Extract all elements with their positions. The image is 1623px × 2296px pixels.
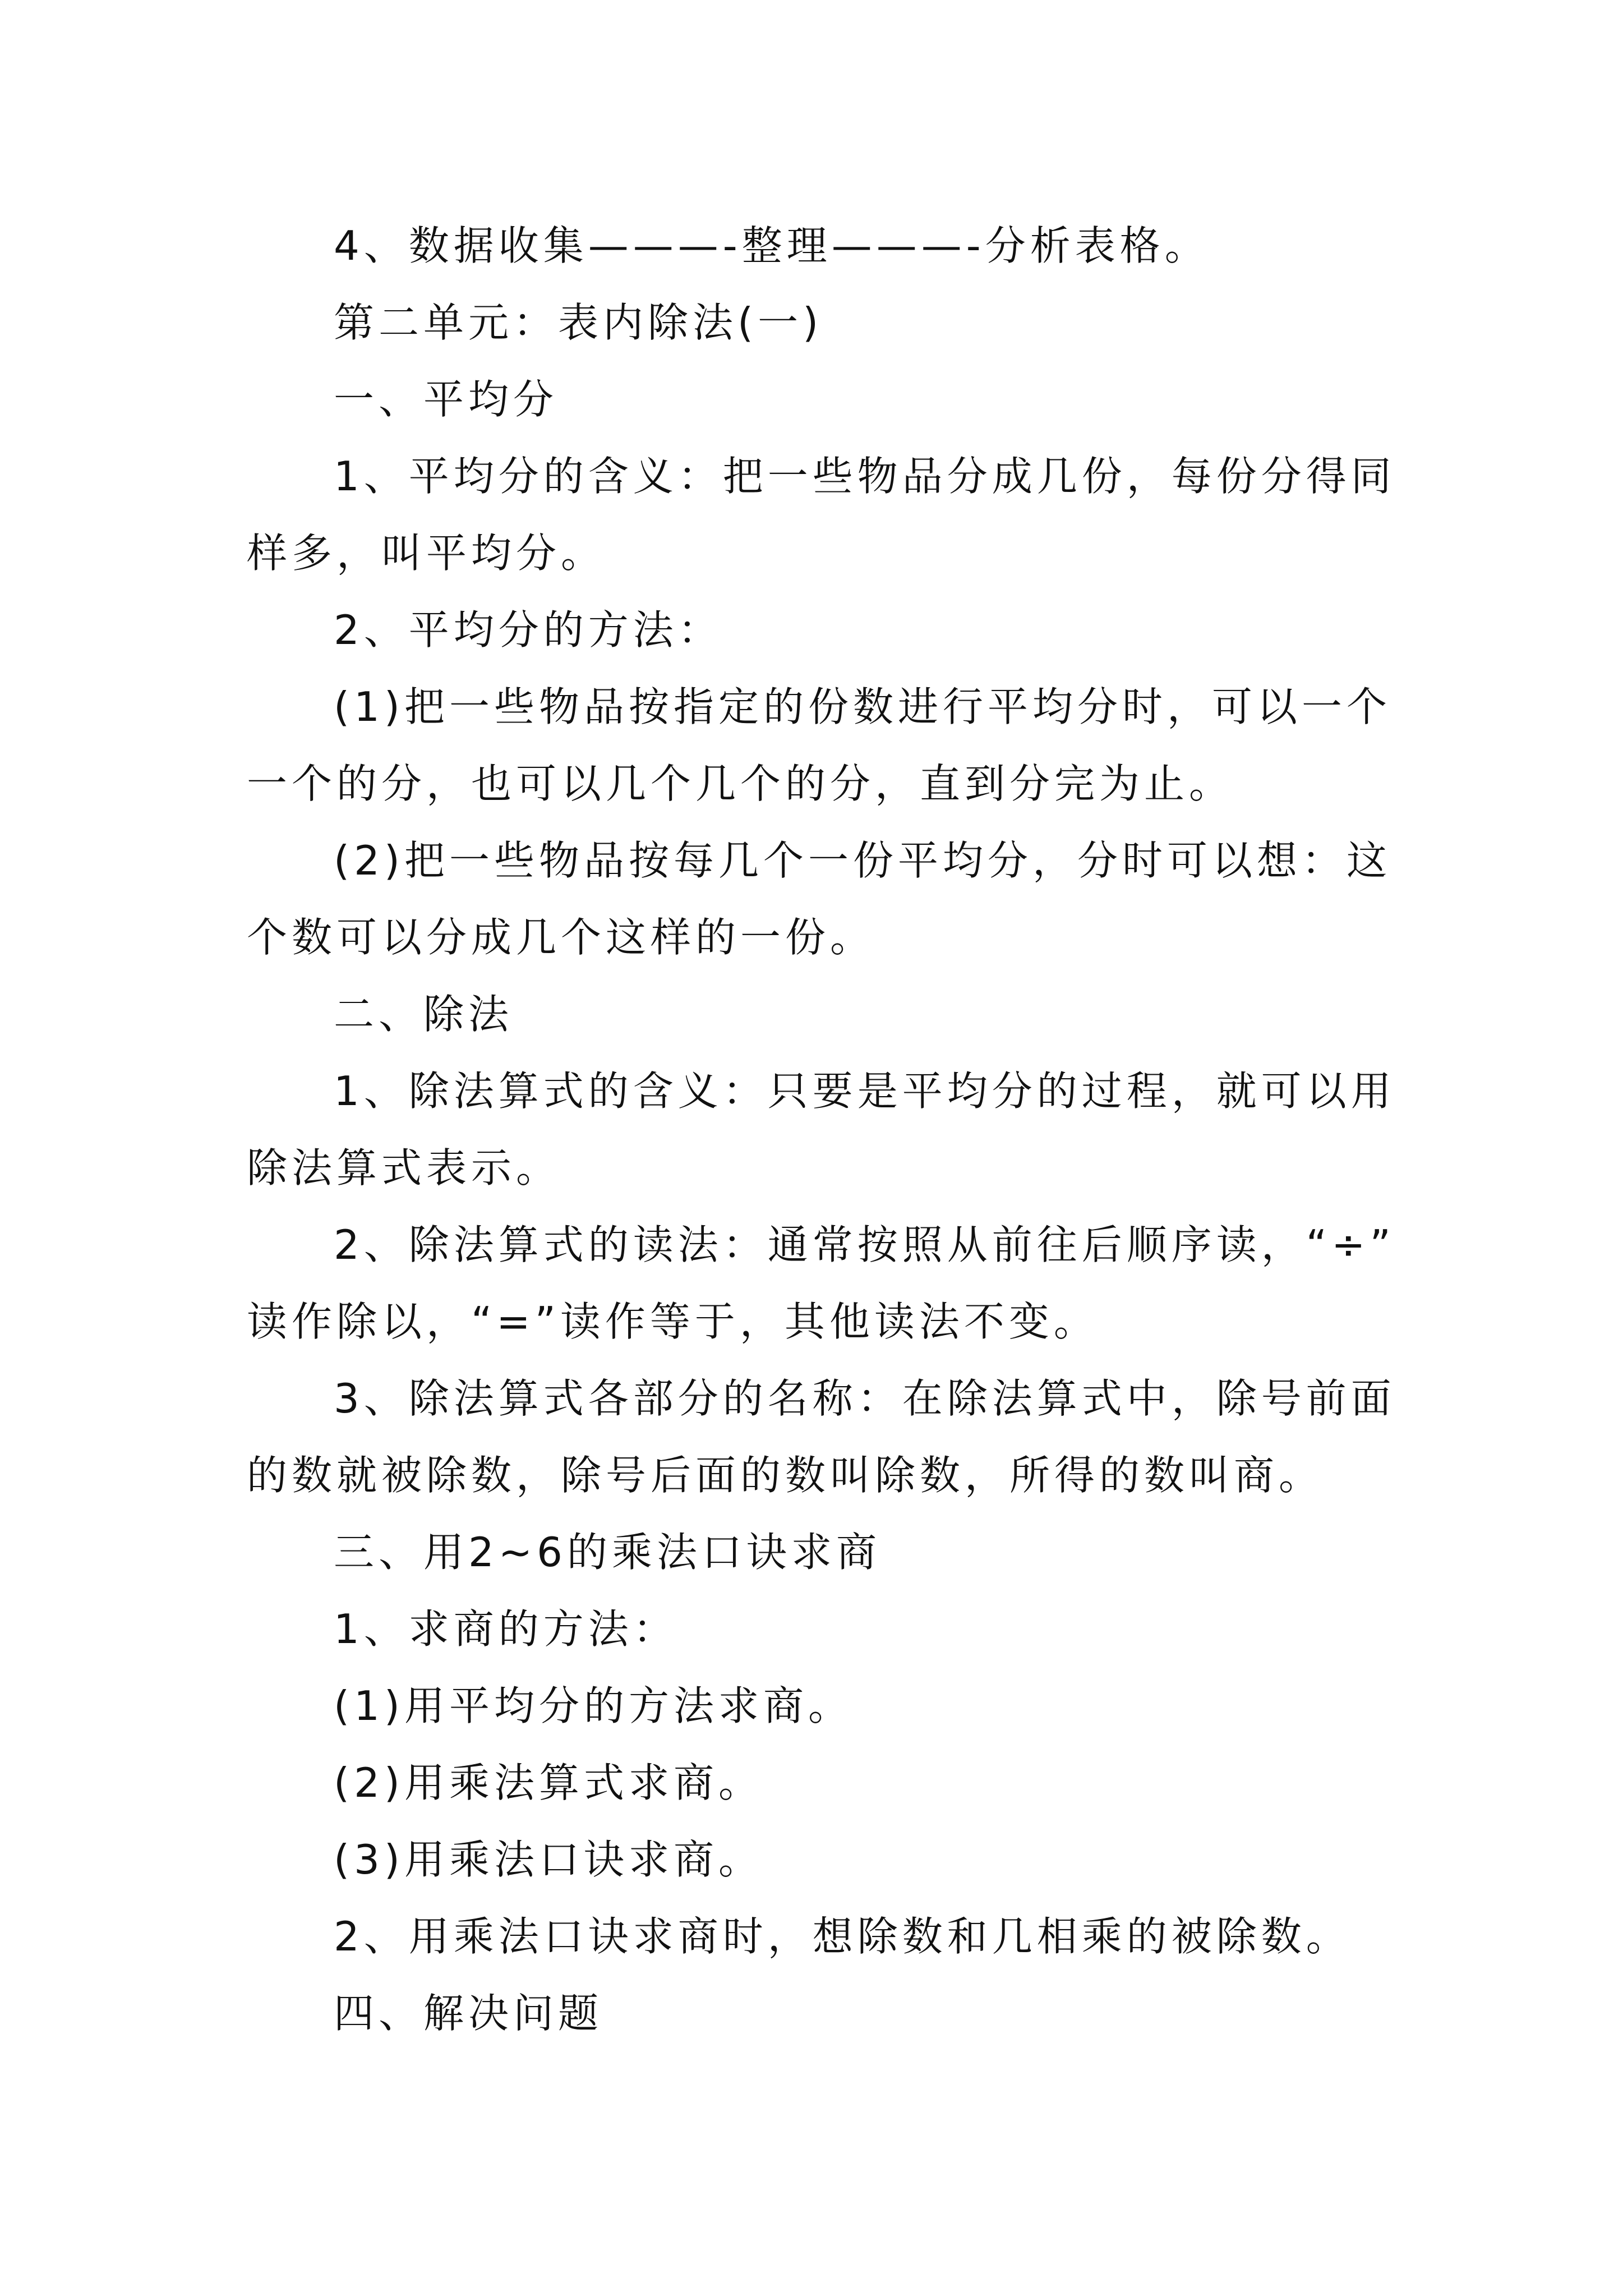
paragraph-line: 1、除法算式的含义：只要是平均分的过程，就可以用 bbox=[334, 1068, 1396, 1115]
paragraph-line: 3、除法算式各部分的名称：在除法算式中，除号前面 bbox=[334, 1375, 1396, 1422]
document-body bbox=[247, 208, 1396, 2052]
paragraph-line: 样多，叫平均分。 bbox=[247, 530, 606, 577]
paragraph-line: 2、除法算式的读法：通常按照从前往后顺序读，“÷” bbox=[334, 1221, 1395, 1268]
paragraph-line: (2)把一些物品按每几个一份平均分，分时可以想：这 bbox=[334, 837, 1391, 884]
paragraph-line: (3)用乘法口诀求商。 bbox=[334, 1836, 763, 1883]
paragraph-line: 一个的分，也可以几个几个的分，直到分完为止。 bbox=[247, 760, 1234, 807]
paragraph-line: 个数可以分成几个这样的一份。 bbox=[247, 914, 875, 961]
paragraph-line: (1)把一些物品按指定的份数进行平均分时，可以一个 bbox=[334, 683, 1391, 730]
paragraph-line: 1、求商的方法： bbox=[334, 1605, 678, 1653]
paragraph-line: (1)用平均分的方法求商。 bbox=[334, 1682, 853, 1729]
paragraph-line: 读作除以，“=”读作等于，其他读法不变。 bbox=[247, 1298, 1099, 1345]
paragraph-line: (2)用乘法算式求商。 bbox=[334, 1759, 763, 1806]
subsection-heading: 一、平均分 bbox=[334, 376, 559, 423]
paragraph-line: 1、平均分的含义：把一些物品分成几份，每份分得同 bbox=[334, 453, 1396, 500]
section-heading: 第二单元：表内除法(一) bbox=[334, 299, 823, 346]
subsection-heading: 三、用2~6的乘法口诀求商 bbox=[334, 1529, 881, 1576]
paragraph-line: 2、平均分的方法： bbox=[334, 606, 723, 654]
paragraph-line: 的数就被除数，除号后面的数叫除数，所得的数叫商。 bbox=[247, 1452, 1324, 1499]
subsection-heading: 二、除法 bbox=[334, 991, 514, 1038]
paragraph-line: 4、数据收集———-整理———-分析表格。 bbox=[334, 222, 1210, 269]
paragraph-line: 2、用乘法口诀求商时，想除数和几相乘的被除数。 bbox=[334, 1913, 1351, 1960]
paragraph-line: 除法算式表示。 bbox=[247, 1144, 561, 1191]
subsection-heading: 四、解决问题 bbox=[334, 1990, 603, 2037]
